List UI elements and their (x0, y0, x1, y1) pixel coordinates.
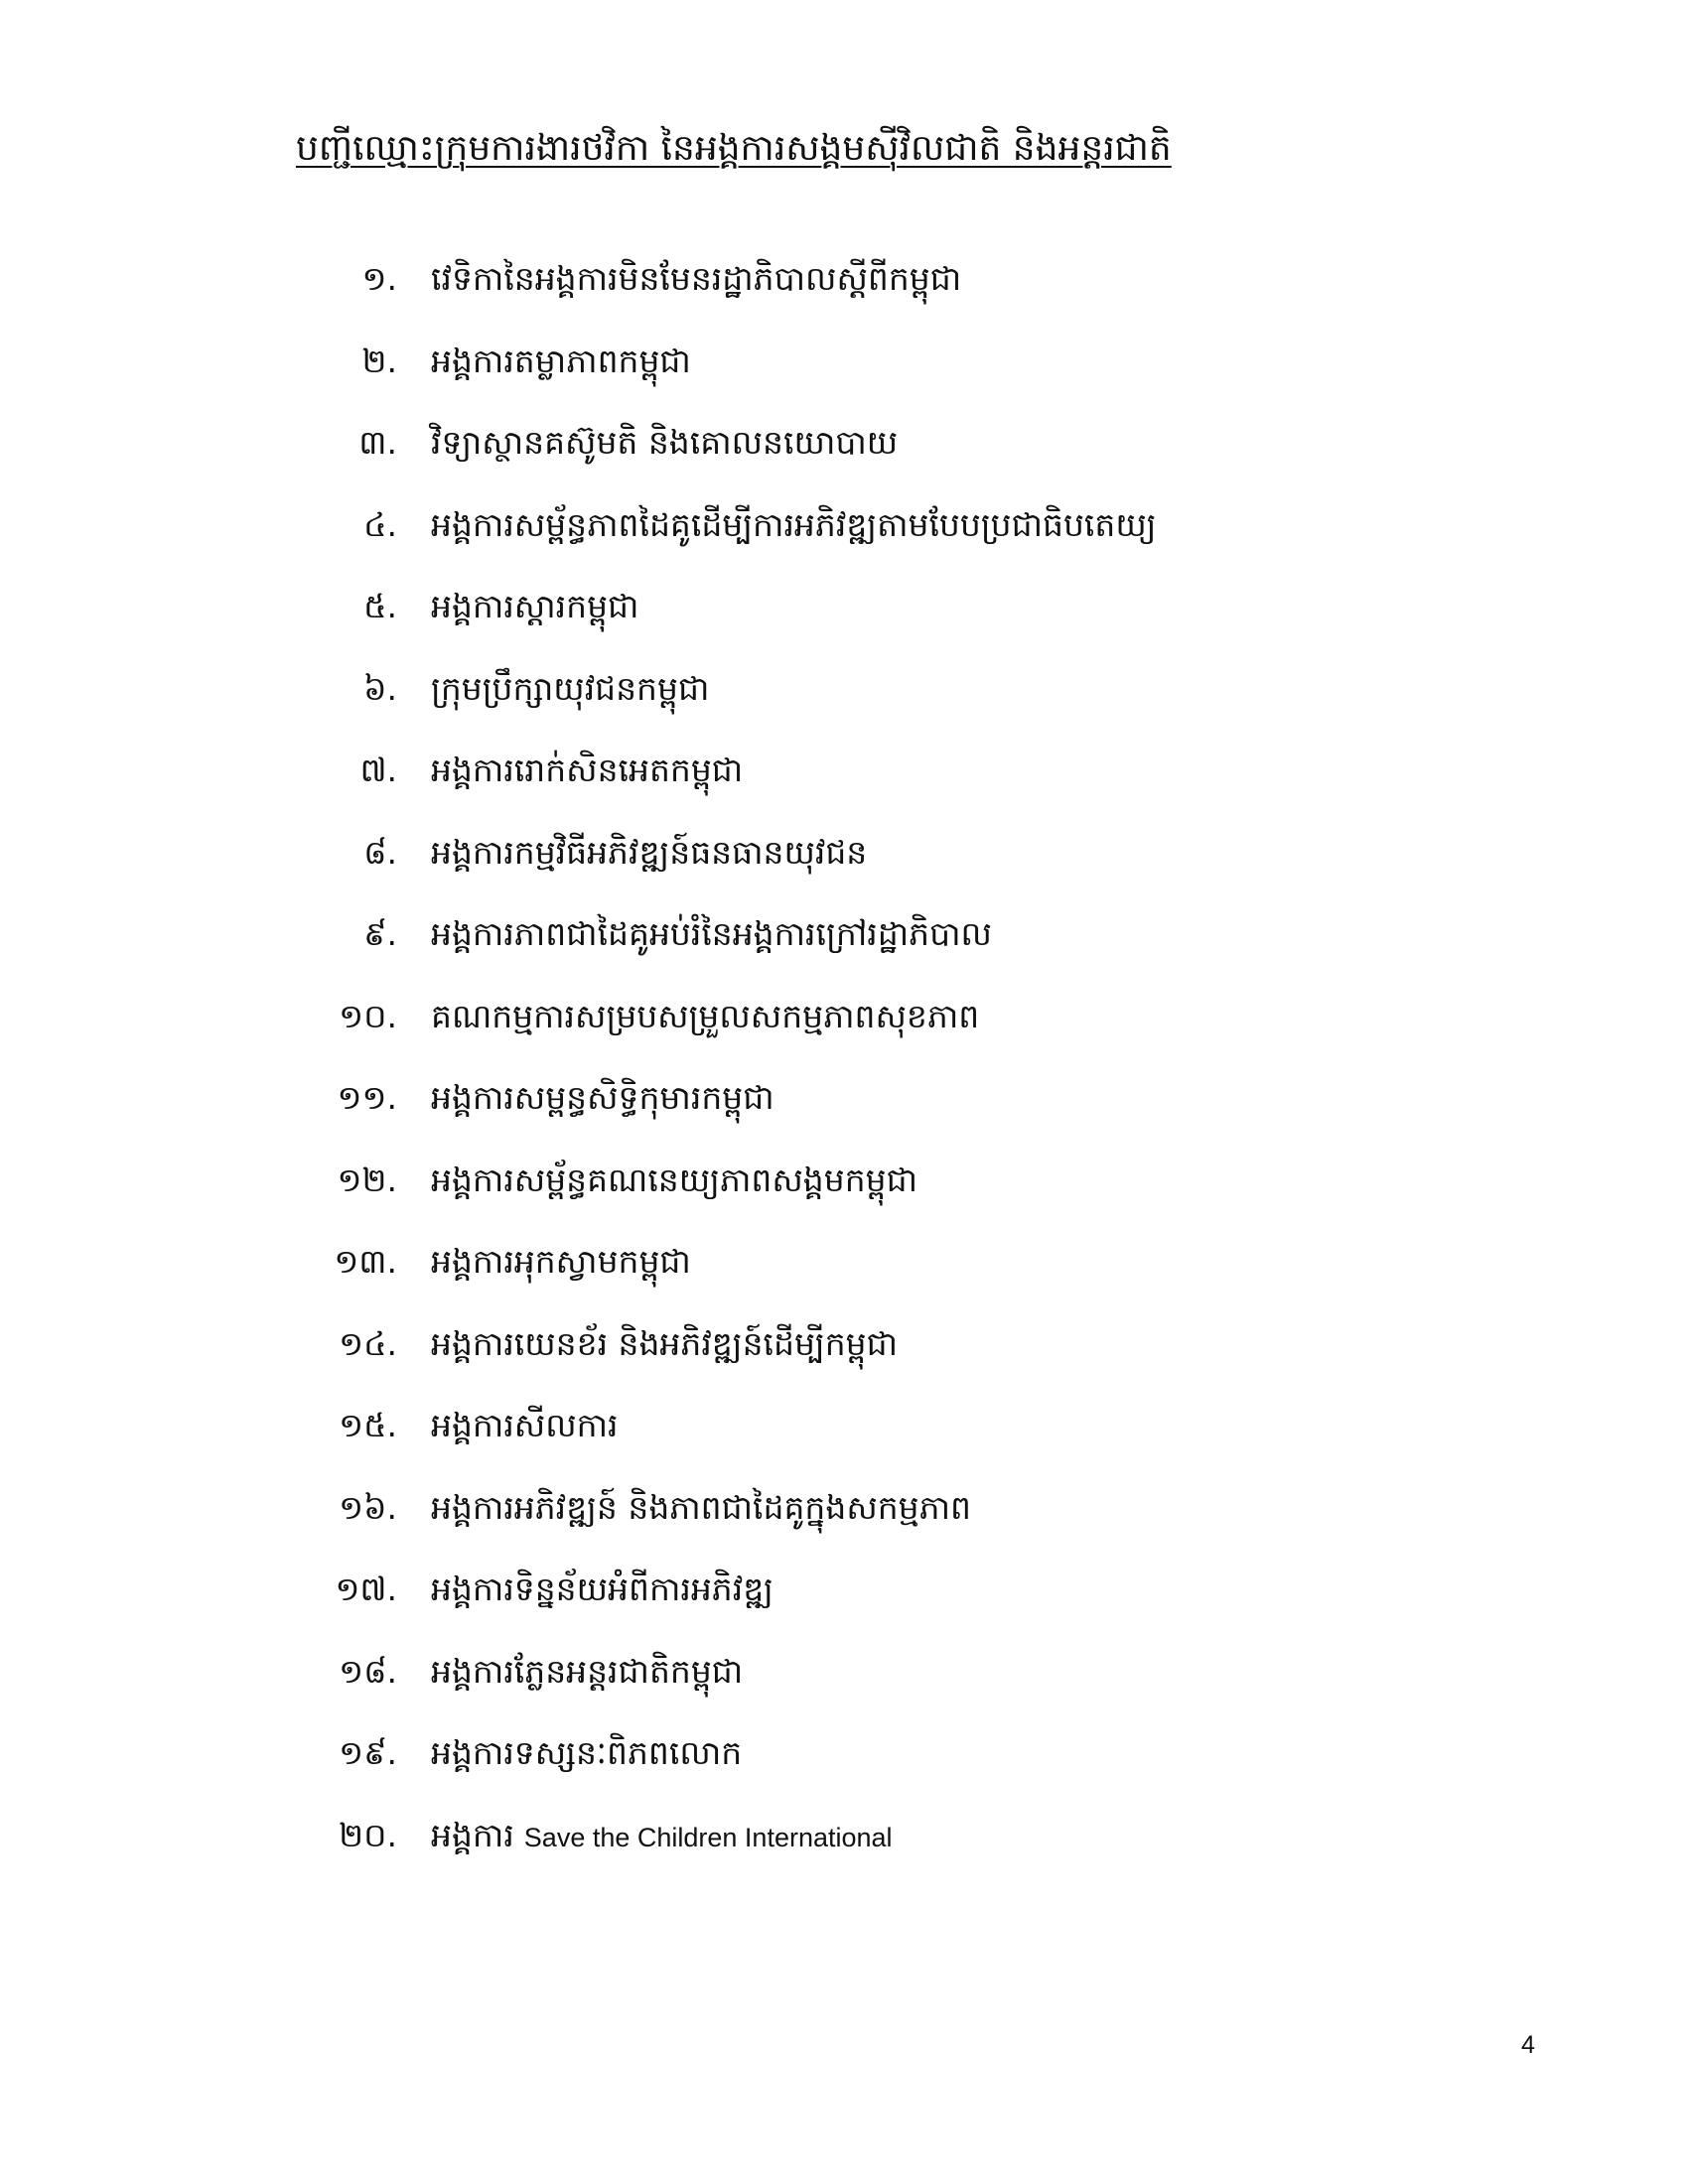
organization-name: អង្គការសម្ពន្ធសិទ្ធិកុមារកម្ពុជា (431, 1078, 774, 1117)
list-item (298, 1229, 1157, 1311)
item-number: ១០. (339, 996, 397, 1035)
page-number: 4 (1521, 2031, 1535, 2059)
list-item (298, 1639, 1157, 1721)
organization-name: អង្គការអុកស្វាមកម្ពុជា (431, 1242, 691, 1281)
item-number: ៧. (359, 751, 397, 789)
organization-name: អង្គការភាពជាដៃគូអប់រំនៃអង្គការក្រៅរដ្ឋាភិបាល (431, 914, 992, 953)
organization-name: គណកម្មការសម្របសម្រួលសកម្មភាពសុខភាព (431, 996, 980, 1035)
list-item (298, 492, 1157, 575)
organization-name: អង្គការទស្សនៈពិភពលោក (431, 1733, 743, 1772)
organization-name: វិទ្យាស្ថានគស៊ូមតិ និងគោលនយោបាយ (431, 423, 899, 462)
organization-name: អង្គការកម្មវិធីអភិវឌ្ឍន៍ធនធានយុវជន (431, 832, 868, 872)
item-number: ១៤. (339, 1323, 397, 1363)
list-item (298, 1475, 1157, 1558)
list-item (298, 1065, 1157, 1148)
item-number: ១៦. (339, 1487, 397, 1527)
item-number: ១. (361, 259, 397, 298)
list-item (298, 246, 1157, 329)
list-item (298, 820, 1157, 902)
list-item (298, 738, 1157, 820)
item-number: ១៨. (339, 1651, 397, 1691)
organization-name: អង្គការអភិវឌ្ឍន៍ និងភាពជាដៃគូក្នុងសកម្មភាព (431, 1487, 972, 1527)
organization-name: អង្គការតម្លាភាពកម្ពុជា (431, 341, 691, 380)
organization-name: អង្គការ (431, 1815, 514, 1854)
list-item (298, 901, 1157, 984)
item-number: ៩. (363, 914, 397, 953)
list-item (298, 1148, 1157, 1230)
organization-name-latin: Save the Children International (523, 1822, 893, 1852)
list-item (298, 1720, 1157, 1803)
organization-name: វេទិកានៃអង្គការមិនមែនរដ្ឋាភិបាលស្តីពីកម្ពុជា (431, 259, 962, 298)
list-item (298, 1393, 1157, 1475)
organization-name: អង្គការសីលការ (431, 1406, 619, 1444)
item-number: ៤. (363, 504, 397, 544)
item-number: ២០. (339, 1815, 397, 1854)
item-number: ១៩. (339, 1733, 397, 1772)
item-number: ១៧. (335, 1570, 397, 1608)
list-item (298, 656, 1157, 739)
item-number: ៣. (358, 423, 397, 462)
item-number: ៦. (363, 668, 397, 708)
item-number: ១១. (337, 1078, 397, 1117)
list-item (298, 329, 1157, 411)
item-number: ១៣. (334, 1242, 397, 1281)
item-number: ៥. (363, 587, 397, 625)
organization-name: អង្គការយេនខ័រ និងអភិវឌ្ឍន៍ដើម្បីកម្ពុជា (431, 1323, 899, 1363)
organization-name: អង្គការស្តារកម្ពុជា (431, 587, 639, 625)
list-item (298, 1803, 1157, 1885)
list-item (298, 574, 1157, 656)
organization-name: អង្គការសម្ព័ន្ធភាពដៃគូដើម្បីការអភិវឌ្ឍតាមបែបប្រជាធិបតេយ្យ (431, 504, 1157, 544)
organization-name: អង្គការទិន្នន័យអំពីការអភិវឌ្ឍ (431, 1570, 774, 1608)
organization-name: អង្គការរោក់សិនអេតកម្ពុជា (431, 751, 744, 789)
item-number: ១៥. (339, 1406, 397, 1444)
organization-name: ក្រុមប្រឹក្សាយុវជនកម្ពុជា (431, 668, 710, 708)
organization-name: អង្គការភ្លែនអន្តរជាតិកម្ពុជា (431, 1651, 744, 1691)
organization-list (298, 246, 1157, 1884)
item-number: ២. (361, 341, 397, 380)
organization-name: អង្គការសម្ព័ន្ធគណនេយ្យភាពសង្គមកម្ពុជា (431, 1160, 918, 1199)
item-number: ១២. (337, 1160, 397, 1199)
list-item (298, 1311, 1157, 1394)
document-title: បញ្ជីឈ្មោះក្រុមការងារថវិកា នៃអង្គការសង្គមស៊ីវិលជាតិ និងអន្តរជាតិ (296, 128, 1172, 169)
list-item (298, 1557, 1157, 1639)
item-number: ៨. (363, 832, 397, 872)
list-item (298, 984, 1157, 1066)
list-item (298, 410, 1157, 492)
